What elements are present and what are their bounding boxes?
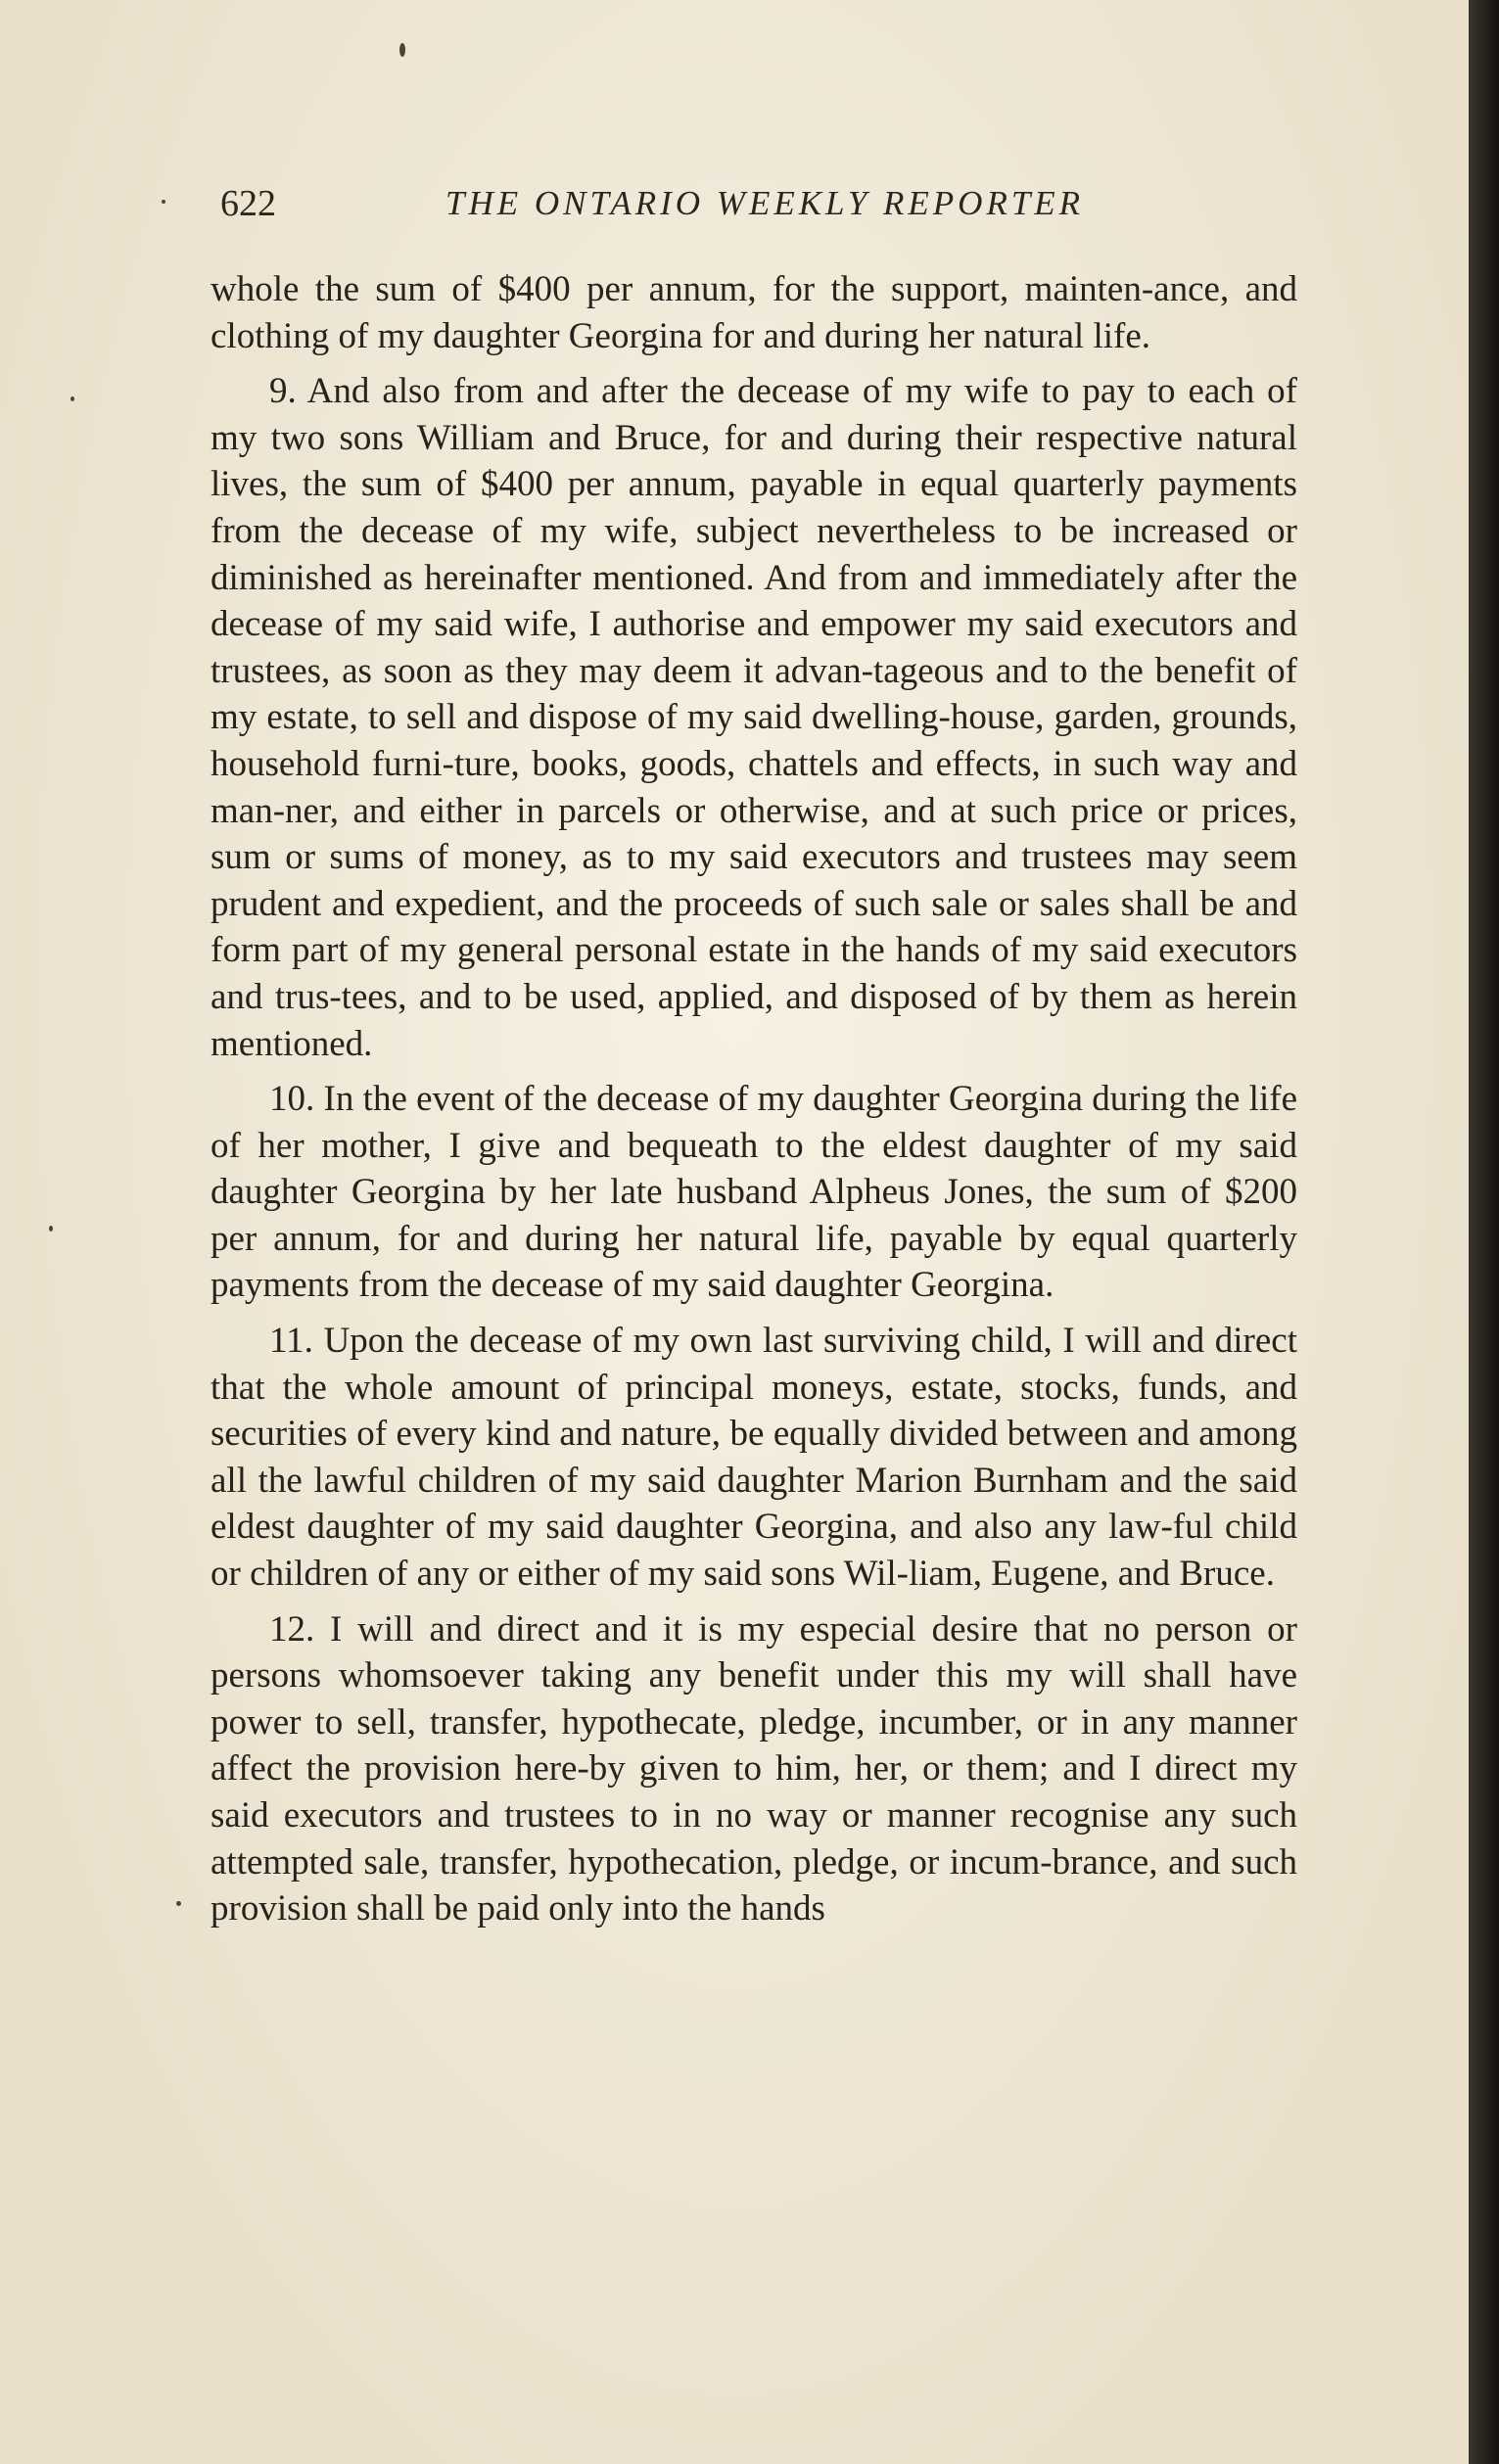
ink-speck bbox=[176, 1901, 181, 1906]
paragraph-9: 9. And also from and after the decease of my wife to pay to each of my two sons William and Bruce, for and during their respective natural lives, the sum of $400 per annum, payable in equal quarterly payments from the decease of my wife, subject nevertheless to be increased or diminished as hereinafter mentioned. And from and immediately after the decease of my said wife, I authorise and empower my said executors and trustees, as soon as they may deem it advan-tageous and to the benefit of my estate, to sell and dispose of my said dwelling-house, garden, grounds, household furni-ture, books, goods, chattels and effects, in such way and man-ner, and either in parcels or otherwise, and at such price or prices, sum or sums of money, as to my said executors and trustees may seem prudent and expedient, and the proceeds of such sale or sales shall be and form part of my general personal estate in the hands of my said executors and trus-tees, and to be used, applied, and disposed of by them as herein mentioned. bbox=[211, 371, 1297, 1064]
paragraph-11: 11. Upon the decease of my own last surviving child, I will and direct that the whole amount of principal moneys, estate, stocks, funds, and securities of every kind and nature, be equally divided between and among all the lawful children of my said daughter Marion Burnham and the said eldest daughter of my said daughter Georgina, and also any law-ful child or children of any or either of my said sons Wil-liam, Eugene, and Bruce. bbox=[211, 1321, 1297, 1595]
ink-speck bbox=[162, 200, 165, 204]
book-spine-edge bbox=[1469, 0, 1499, 2464]
ink-speck bbox=[49, 1226, 53, 1232]
paragraph-continuation: whole the sum of $400 per annum, for the support, mainten-ance, and clothing of my daughter Georgina for and during her natural life. bbox=[211, 269, 1297, 356]
paragraph-10: 10. In the event of the decease of my daughter Georgina during the life of her mother, I give and bequeath to the eldest daughter of my said daughter Georgina by her late husband Alpheus Jones, the sum of $200 per annum, for and during her natural life, payable by equal quarterly payments from the decease of my said daughter Georgina. bbox=[211, 1079, 1297, 1306]
running-header bbox=[220, 176, 1297, 235]
running-title: THE ONTARIO WEEKLY REPORTER bbox=[445, 184, 1085, 222]
ink-speck bbox=[70, 396, 74, 401]
body-text bbox=[211, 266, 1297, 1941]
ink-speck bbox=[399, 43, 405, 57]
page-number: 622 bbox=[220, 183, 276, 224]
paragraph-12: 12. I will and direct and it is my especial desire that no person or persons whomsoever taking any benefit under this my will shall have power to sell, transfer, hypothecate, pledge, incumber, or in any manner affect the provision here-by given to him, her, or them; and I direct my said executors and trustees to in no way or manner recognise any such attempted sale, transfer, hypothecation, pledge, or incum-brance, and such provision shall be paid only into the hands bbox=[211, 1608, 1297, 1929]
